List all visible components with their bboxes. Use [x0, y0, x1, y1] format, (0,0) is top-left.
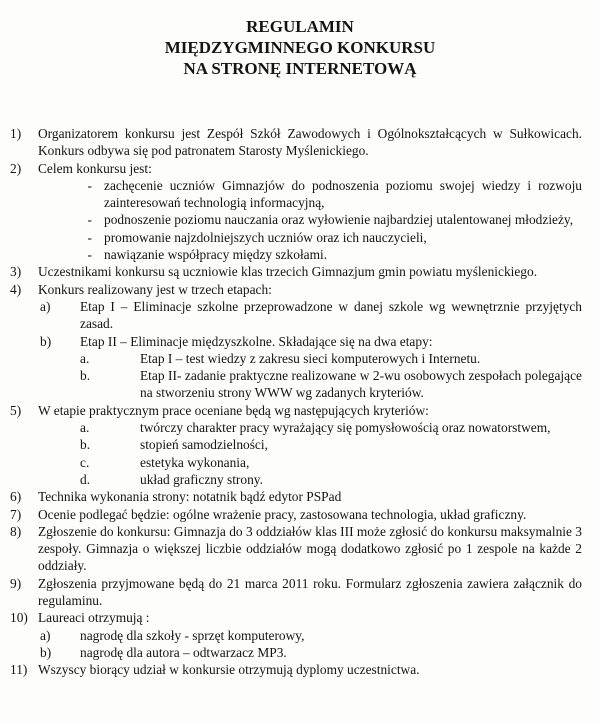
title-line-3: NA STRONĘ INTERNETOWĄ [183, 59, 417, 78]
list-item-6 [10, 488, 582, 505]
prize-marker: a) [40, 627, 51, 643]
list-item-2 [10, 160, 582, 177]
prize-item [10, 627, 582, 644]
list-item-7 [10, 506, 582, 523]
sub-item [10, 333, 582, 350]
nested-text: Etap I – test wiedzy z zakresu sieci komputerowych i Internetu. [140, 350, 481, 366]
nested-sub-item [10, 350, 582, 367]
bullet-item [10, 211, 582, 228]
item-number: 11) [10, 662, 28, 678]
prize-text: nagrodę dla szkoły - sprzęt komputerowy, [80, 627, 305, 643]
criteria-text: układ graficzny strony. [140, 471, 263, 487]
item-number: 5) [10, 402, 22, 418]
list-item-10 [10, 609, 582, 626]
nested-marker: a. [80, 350, 90, 366]
title-line-2: MIĘDZYGMINNEGO KONKURSU [164, 38, 436, 57]
item-text: Celem konkursu jest: [38, 160, 152, 176]
list-item-8 [10, 523, 582, 575]
criteria-text: estetyka wykonania, [140, 454, 250, 470]
item-number: 1) [10, 126, 22, 141]
bullet-item [10, 229, 582, 246]
bullet-item [10, 177, 582, 212]
sub-item-marker: b) [40, 333, 52, 349]
regulations-list [10, 125, 582, 679]
item-number: 6) [10, 489, 22, 505]
sub-item [10, 298, 582, 333]
item-text: Organizatorem konkursu jest Zespół Szkół Zawodowych i Ogólnokształcących w Sułkowicach. Konkurs odbywa się pod patronatem Starosty Myślenickiego. [38, 126, 582, 159]
item-text: Ocenie podlegać będzie: ogólne wrażenie pracy, zastosowana technologia, układ graficzny. [38, 506, 527, 522]
criteria-text: stopień samodzielności, [140, 437, 268, 453]
list-item-4 [10, 281, 582, 298]
prize-marker: b) [40, 644, 52, 660]
item-text: W etapie praktycznym prace oceniane będą wg następujących kryteriów: [38, 402, 429, 418]
item-number: 4) [10, 281, 22, 297]
bullet-dash: - [87, 212, 92, 228]
sub-item-text: Etap I – Eliminacje szkolne przeprowadzone w danej szkole wg wewnętrznie przyjętych zasad. [80, 298, 582, 332]
item-number: 8) [10, 523, 22, 539]
bullet-item [10, 246, 582, 263]
criteria-marker: a. [80, 420, 90, 436]
criteria-marker: b. [80, 437, 91, 453]
list-item-5 [10, 402, 582, 419]
criteria-item [10, 436, 582, 453]
bullet-dash: - [87, 247, 92, 263]
nested-marker: b. [80, 368, 91, 384]
nested-sub-item [10, 367, 582, 402]
bullet-dash: - [87, 229, 92, 245]
item-number: 10) [10, 610, 28, 626]
prize-text: nagrodę dla autora – odtwarzacz MP3. [80, 644, 287, 660]
item-text: Konkurs realizowany jest w trzech etapach: [38, 281, 272, 297]
item-number: 3) [10, 264, 22, 280]
item-text: Technika wykonania strony: notatnik bądź edytor PSPad [38, 489, 342, 505]
criteria-text: twórczy charakter pracy wyrażający się pomysłowością oraz nowatorstwem, [140, 420, 551, 436]
item-text: Wszyscy biorący udział w konkursie otrzymują dyplomy uczestnictwa. [38, 662, 420, 678]
criteria-item [10, 471, 582, 488]
bullet-text: nawiązanie współpracy między szkołami. [104, 247, 328, 263]
sub-item-text: Etap II – Eliminacje międzyszkolne. Składające się na dwa etapy: [80, 333, 433, 349]
item-number: 7) [10, 506, 22, 522]
item-text: Zgłoszenia przyjmowane będą do 21 marca 2011 roku. Formularz zgłoszenia zawiera załącznik do regulaminu. [38, 575, 582, 609]
list-item-9 [10, 575, 582, 610]
bullet-text: zachęcenie uczniów Gimnazjów do podnoszenia poziomu swojej wiedzy i rozwoju zainteresowań technologią informacyjną, [104, 177, 582, 211]
criteria-item [10, 454, 582, 471]
item-number: 2) [10, 160, 22, 176]
document-title [0, 16, 600, 79]
list-item-11 [10, 661, 582, 678]
criteria-marker: d. [80, 471, 91, 487]
criteria-marker: c. [80, 454, 90, 470]
prize-item [10, 644, 582, 661]
sub-item-marker: a) [40, 298, 51, 314]
bullet-text: promowanie najzdolniejszych uczniów oraz ich nauczycieli, [104, 229, 427, 245]
item-text: Uczestnikami konkursu są uczniowie klas trzecich Gimnazjum gmin powiatu myślenickiego. [38, 264, 538, 280]
criteria-item [10, 419, 582, 436]
list-item-3 [10, 263, 582, 280]
bullet-text: podnoszenie poziomu nauczania oraz wyłowienie najbardziej utalentowanej młodzieży, [104, 212, 574, 228]
item-number: 9) [10, 575, 22, 591]
item-text: Laureaci otrzymują : [38, 610, 150, 626]
bullet-dash: - [87, 177, 92, 193]
item-text: Zgłoszenie do konkursu: Gimnazja do 3 oddziałów klas III może zgłosić do konkursu maksymalnie 3 zespoły. Gimnazja o większej liczbie oddziałów mogą dodatkowo zgłosić po 1 zespole na każde 2 oddziały. [38, 523, 582, 574]
nested-text: Etap II- zadanie praktyczne realizowane w 2-wu osobowych zespołach polegające na stworzeniu strony WWW wg zadanych kryteriów. [140, 368, 582, 401]
list-item-1 [10, 125, 582, 160]
title-line-1: REGULAMIN [246, 17, 354, 36]
